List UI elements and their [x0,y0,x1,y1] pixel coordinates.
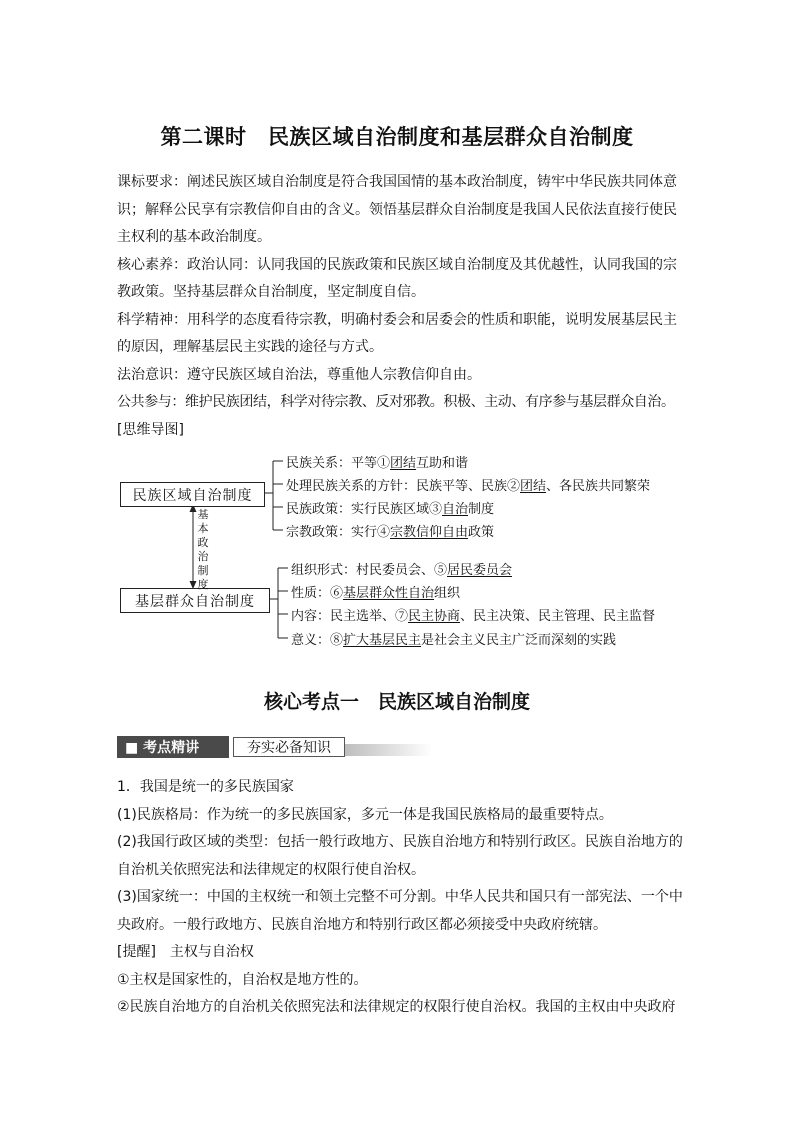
page-title: 第二课时 民族区域自治制度和基层群众自治制度 [160,124,634,149]
intro-line: 核心素养：政治认同：认同我国的民族政策和民族区域自治制度及其优越性，认同我国的宗 [117,256,677,273]
bottom-item: 意义：⑧扩大基层民主是社会主义民主广泛而深刻的实践 [291,633,617,648]
intro-line: 课标要求：阐述民族区域自治制度是符合我国国情的基本政治制度，铸牢中华民族共同体意 [117,174,677,190]
top-item: 民族政策：实行民族区域③自治制度 [286,502,495,517]
banner-decoration [345,744,432,756]
body-line: 自治机关依照宪法和法律规定的权限行使自治权。 [117,861,425,878]
intro-line: 法治意识：遵守民族区域自治法，尊重他人宗教信仰自由。 [117,366,481,383]
body-line: (2)我国行政区域的类型：包括一般行政地方、民族自治地方和特别行政区。民族自治地方的 [117,834,683,850]
body-line: 1．我国是统一的多民族国家 [117,779,294,795]
intro-line: 教政策。坚持基层群众自治制度，坚定制度自信。 [117,284,425,300]
bottom-node-box: 基层群众自治制度 [120,588,270,613]
intro-line: 科学精神：用科学的态度看待宗教，明确村委会和居委会的性质和职能，说明发展基层民主 [117,311,677,328]
mindmap-label: [思维导图] [117,421,184,438]
top-item: 处理民族关系的方针：民族平等、民族②团结、各民族共同繁荣 [286,479,651,494]
bottom-item: 组织形式：村民委员会、⑤居民委员会 [291,563,513,578]
banner-subtitle: 夯实必备知识 [233,737,345,757]
intro-line: 主权利的基本政治制度。 [117,229,271,245]
top-item: 民族关系：平等①团结互助和谐 [286,456,469,471]
body-line: ②民族自治地方的自治机关依照宪法和法律规定的权限行使自治权。我国的主权由中央政府 [117,999,676,1015]
section-banner [117,736,432,758]
body-line: (3)国家统一：中国的主权统一和领土完整不可分割。中华人民共和国只有一部宪法、一个中 [117,889,683,905]
bottom-item: 性质：⑥基层群众性自治组织 [291,586,461,601]
intro-line: 识；解释公民享有宗教信仰自由的含义。领悟基层群众自治制度是我国人民依法直接行使民 [117,201,677,218]
top-node-box: 民族区域自治制度 [120,482,265,507]
reminder-label: [提醒] 主权与自治权 [117,944,254,960]
link-label: 基本政治制度 [197,508,209,591]
bottom-item: 内容：民主选举、⑦民主协商、民主决策、民主管理、民主监督 [291,609,656,624]
top-item: 宗教政策：实行④宗教信仰自由政策 [286,525,495,540]
body-line: ①主权是国家性的，自治权是地方性的。 [117,971,368,988]
section-heading: 核心考点一 民族区域自治制度 [263,691,530,713]
intro-line: 公共参与：维护民族团结，科学对待宗教、反对邪教。积极、主动、有序参与基层群众自治。 [117,394,675,410]
body-line: (1)民族格局：作为统一的多民族国家，多元一体是我国民族格局的最重要特点。 [117,806,613,823]
banner-key-points: ■ 考点精讲 [117,736,229,758]
intro-line: 的原因，理解基层民主实践的途径与方式。 [117,339,383,355]
body-line: 央政府。一般行政地方、民族自治地方和特别行政区都必须接受中央政府统辖。 [117,916,607,933]
body-section [117,774,682,1022]
